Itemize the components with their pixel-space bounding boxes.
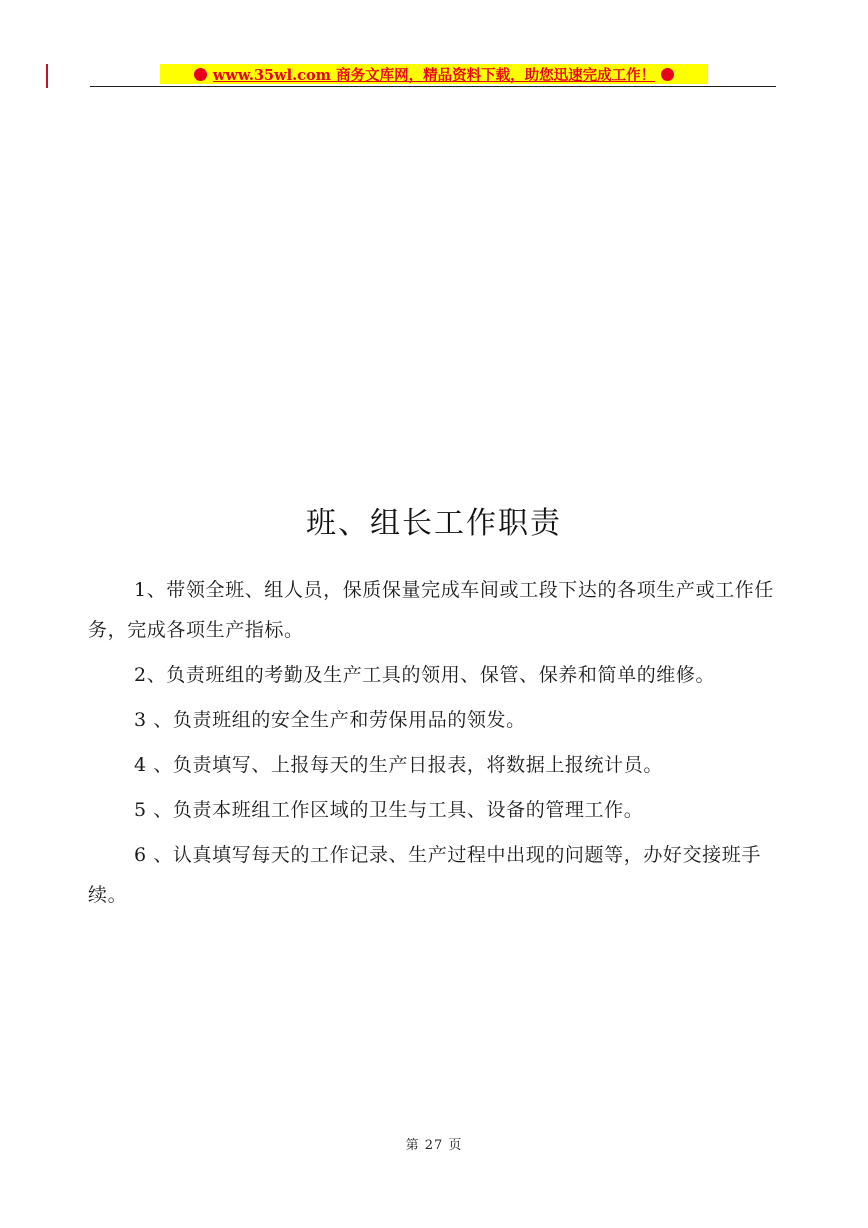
paragraph-1: 1、带领全班、组人员，保质保量完成车间或工段下达的各项生产或工作任务，完成各项生产指标。 <box>88 579 774 641</box>
document-body <box>88 570 778 920</box>
header-divider <box>90 86 776 87</box>
header-banner-text[interactable]: www.35wl.com 商务文库网，精品资料下载，助您迅速完成工作！ <box>212 66 656 84</box>
paragraph-6: 6 、认真填写每天的工作记录、生产过程中出现的问题等，办好交接班手续。 <box>88 844 761 906</box>
bullet-dot-left-icon <box>194 68 207 81</box>
document-title: 班、组长工作职责 <box>306 506 562 541</box>
paragraph-4: 4 、负责填写、上报每天的生产日报表，将数据上报统计员。 <box>134 754 663 776</box>
paragraph-2: 2、负责班组的考勤及生产工具的领用、保管、保养和简单的维修。 <box>134 664 716 686</box>
margin-mark <box>46 64 48 88</box>
header-banner[interactable] <box>160 64 708 84</box>
paragraph-5: 5 、负责本班组工作区域的卫生与工具、设备的管理工作。 <box>134 799 644 821</box>
paragraph-3: 3 、负责班组的安全生产和劳保用品的领发。 <box>134 709 526 731</box>
bullet-dot-right-icon <box>661 68 674 81</box>
page-number: 第 27 页 <box>405 1138 463 1153</box>
